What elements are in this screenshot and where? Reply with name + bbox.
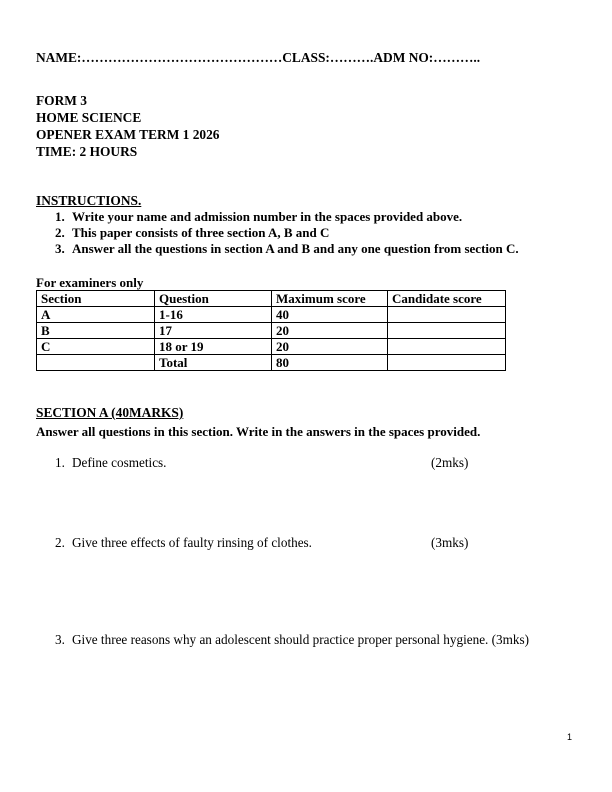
table-cell: 20 (272, 339, 388, 355)
table-header-cell: Maximum score (272, 291, 388, 307)
table-cell: 20 (272, 323, 388, 339)
table-cell: 40 (272, 307, 388, 323)
table-header-cell: Candidate score (388, 291, 506, 307)
table-row (37, 307, 506, 323)
candidate-score-cell[interactable] (388, 323, 506, 339)
instruction-text: Answer all the questions in section A and B and any one question from section C. (72, 241, 519, 256)
name-class-adm-line: NAME:………………………………………CLASS:……….ADM NO:……….. (36, 50, 481, 65)
candidate-score-cell[interactable] (388, 339, 506, 355)
candidate-score-cell[interactable] (388, 307, 506, 323)
instruction-number: 2. (55, 225, 65, 240)
question-number: 3. (55, 632, 65, 647)
table-cell (37, 355, 155, 371)
instruction-number: 1. (55, 209, 65, 224)
table-cell: Total (155, 355, 272, 371)
table-cell: 80 (272, 355, 388, 371)
question-text: Give three effects of faulty rinsing of clothes. (72, 535, 312, 550)
table-row (37, 323, 506, 339)
examiners-only-label: For examiners only (36, 275, 144, 290)
question-text: Give three reasons why an adolescent should practice proper personal hygiene. (72, 632, 489, 647)
table-row (37, 355, 506, 371)
examiners-score-table (36, 290, 506, 371)
question-3 (55, 632, 529, 648)
form-label: FORM 3 (36, 93, 87, 108)
question-2-marks: (3mks) (431, 535, 469, 550)
table-cell: 1-16 (155, 307, 272, 323)
instruction-item (55, 209, 519, 225)
instruction-item (55, 225, 519, 241)
question-text: Define cosmetics. (72, 455, 167, 470)
exam-title: OPENER EXAM TERM 1 2026 (36, 127, 220, 142)
subject-label: HOME SCIENCE (36, 110, 142, 125)
question-number: 2. (55, 535, 65, 550)
page-number: 1 (567, 732, 573, 742)
time-label: TIME: 2 HOURS (36, 144, 138, 159)
table-cell: C (37, 339, 155, 355)
table-header-row (37, 291, 506, 307)
question-1 (55, 455, 166, 471)
table-header-cell: Section (37, 291, 155, 307)
question-1-marks: (2mks) (431, 455, 469, 470)
instruction-text: This paper consists of three section A, B and C (72, 225, 330, 240)
exam-header (36, 92, 220, 160)
instruction-number: 3. (55, 241, 65, 256)
question-number: 1. (55, 455, 65, 470)
instruction-item (55, 241, 519, 257)
table-header-cell: Question (155, 291, 272, 307)
section-a-instruction: Answer all questions in this section. Write in the answers in the spaces provided. (36, 424, 481, 439)
table-cell: B (37, 323, 155, 339)
instructions-list (55, 209, 519, 257)
table-cell: 18 or 19 (155, 339, 272, 355)
candidate-score-cell[interactable] (388, 355, 506, 371)
question-3-marks: (3mks) (491, 632, 530, 647)
table-row (37, 339, 506, 355)
table-cell: 17 (155, 323, 272, 339)
table-cell: A (37, 307, 155, 323)
question-2 (55, 535, 312, 551)
instruction-text: Write your name and admission number in the spaces provided above. (72, 209, 463, 224)
instructions-title: INSTRUCTIONS. (36, 193, 142, 208)
section-a-title: SECTION A (40MARKS) (36, 405, 184, 420)
